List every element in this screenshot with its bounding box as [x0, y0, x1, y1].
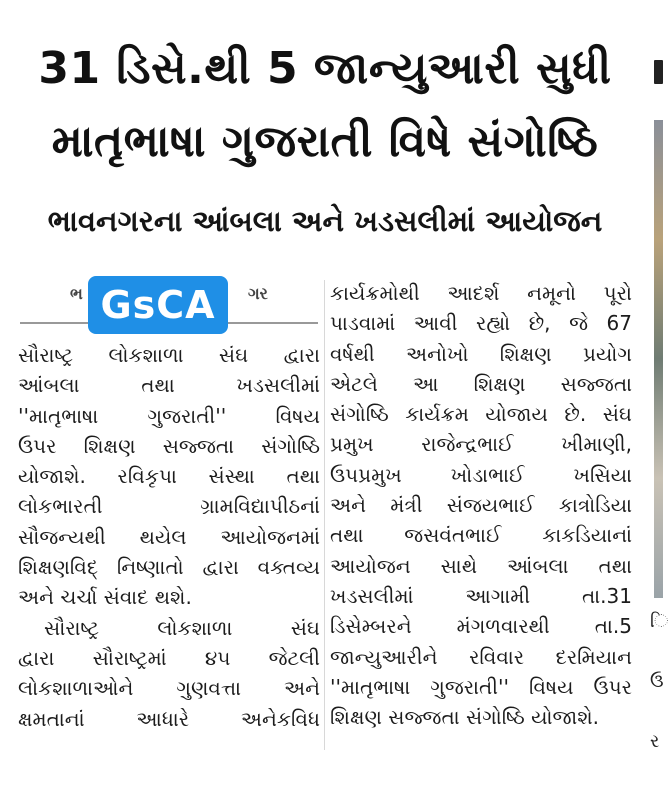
article-line: લોકભારતી ગ્રામવિદ્યાપીઠનાં: [18, 494, 320, 519]
article-line: શિક્ષણ સજ્જતા સંગોષ્ઠિ યોજાશે.: [330, 705, 599, 730]
article-line: સૌરાષ્ટ્ર લોકશાળા સંઘ: [44, 615, 320, 640]
headline-line-1: 31 ડિસે.થી 5 જાન્યુઆરી સુધી: [38, 43, 612, 94]
article-line: જાન્યુઆરીને રવિવાર દરમિયાન: [330, 644, 632, 669]
article-line: ''માતૃભાષા ગુજરાતી'' વિષય: [18, 403, 320, 428]
article-line: કાર્યક્રમોથી આદર્શ નમૂનો પૂરો: [330, 281, 632, 305]
article-line: ઉપપ્રમુખ ખોડાભાઈ ખસિયા: [330, 462, 632, 487]
adjacent-photo-fragment: [654, 120, 663, 598]
column-divider: [324, 280, 325, 750]
article-line: ''માતૃભાષા ગુજરાતી'' વિષય ઉપર: [330, 674, 632, 699]
adjacent-headline-fragment: [654, 60, 663, 84]
article-line: પ્રમુખ રાજેન્દ્રભાઈ ખીમાણી,: [330, 432, 632, 457]
article-line: તથા જસવંતભાઈ કાકડિયાનાં: [330, 523, 632, 548]
article-line: એટલે આ શિક્ષણ સજ્જતા: [330, 371, 632, 396]
article-line: ડિસેમ્બરને મંગળવારથી તા.5: [330, 614, 632, 639]
adjacent-text-fragment: ઉ: [650, 671, 664, 692]
article-line: શિક્ષણવિદ્ નિષ્ણાતો દ્વારા વક્તવ્ય: [18, 555, 320, 580]
article-line: સંગોષ્ઠિ કાર્યક્રમ યોજાય છે. સંઘ: [330, 402, 632, 427]
article-line: સૌજન્યથી થયેલ આયોજનમાં: [18, 524, 320, 549]
headline-line-2: માતૃભાષા ગુજરાતી વિષે સંગોષ્ઠિ: [51, 116, 599, 167]
article-line: પાડવામાં આવી રહ્યો છે, જે 67: [330, 311, 632, 336]
byline-left-text: ભ: [70, 284, 83, 303]
article-line: યોજાશે. રવિકૃપા સંસ્થા તથા: [18, 464, 320, 489]
adjacent-text-fragment: િ: [650, 611, 668, 632]
subheadline: ભાવનગરના આંબલા અને ખડસલીમાં આયોજન: [47, 204, 603, 238]
article-line: આયોજન સાથે આંબલા તથા: [330, 553, 632, 578]
article-line: અને ચર્ચા સંવાદ થશે.: [18, 585, 192, 610]
article-line: આંબલા તથા ખડસલીમાં: [18, 373, 320, 398]
article-line: અને મંત્રી સંજયભાઈ કાત્રોડિયા: [330, 493, 632, 518]
article-line: સૌરાષ્ટ્ર લોકશાળા સંઘ દ્વારા: [18, 343, 320, 367]
article-line: ક્ષમતાનાં આધારે અનેકવિધ: [18, 706, 320, 731]
article-line: વર્ષથી અનોખો શિક્ષણ પ્રયોગ: [330, 341, 632, 366]
article-left-column: [18, 340, 320, 734]
article-line: દ્વારા સૌરાષ્ટ્રમાં ૪૫ જેટલી: [18, 645, 320, 670]
article-right-column: [330, 278, 632, 732]
article-line: લોકશાળાઓને ગુણવત્તા અને: [18, 676, 320, 701]
adjacent-text-fragment: ર: [650, 731, 660, 752]
gsca-watermark-logo: GsCA: [88, 276, 228, 334]
article-line: ઉપર શિક્ષણ સજ્જતા સંગોષ્ઠિ: [18, 433, 320, 458]
byline-right-text: ગર: [248, 284, 268, 303]
article-line: ખડસલીમાં આગામી તા.31: [330, 583, 632, 608]
